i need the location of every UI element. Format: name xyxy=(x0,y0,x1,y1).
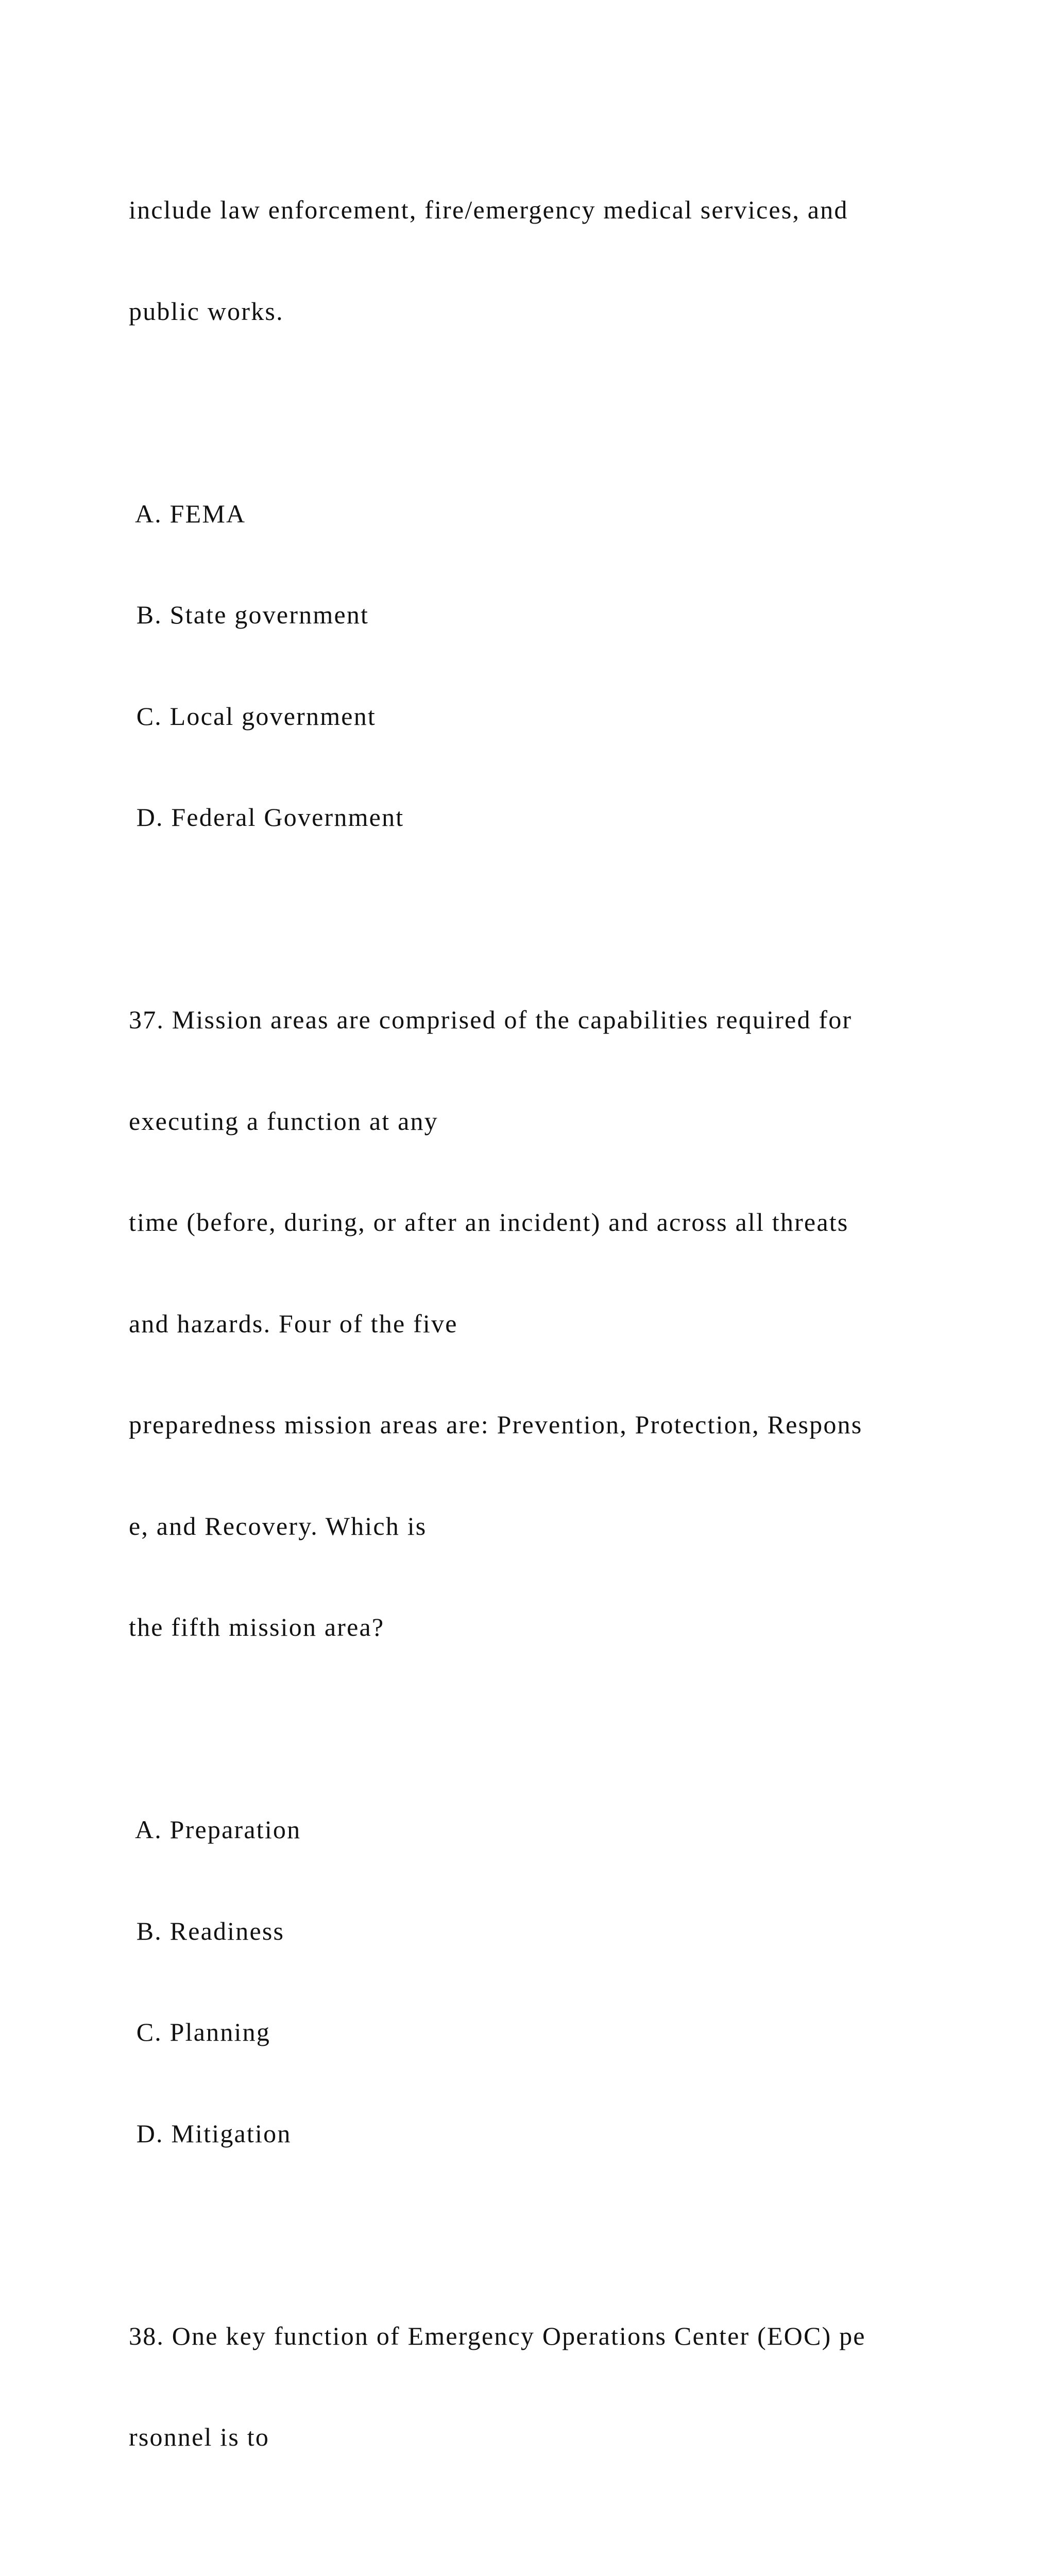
question-text: rsonnel is to xyxy=(129,2422,270,2451)
blank-line xyxy=(129,2522,932,2556)
blank-line xyxy=(129,902,932,936)
answer-option: D. Mitigation xyxy=(129,2119,292,2148)
question-text: the fifth mission area? xyxy=(129,1613,385,1641)
document-text xyxy=(129,126,932,2576)
answer-option: A. FEMA xyxy=(129,499,246,528)
answer-option: B. State government xyxy=(129,600,369,629)
answer-option: B. Readiness xyxy=(129,1916,285,1945)
text-line: include law enforcement, fire/emergency medical services, and xyxy=(129,195,848,224)
question-text: and hazards. Four of the five xyxy=(129,1309,458,1338)
question-text: preparedness mission areas are: Prevention, Protection, Respons xyxy=(129,1410,863,1439)
answer-option: D. Federal Government xyxy=(129,803,404,832)
answer-option: C. Local government xyxy=(129,701,376,731)
question-text: 37. Mission areas are comprised of the capabilities required for xyxy=(129,1005,853,1034)
answer-option: A. Preparation xyxy=(129,1815,301,1844)
answer-option: C. Planning xyxy=(129,2018,271,2046)
blank-line xyxy=(129,2218,932,2252)
question-text: time (before, during, or after an incident) and across all threats xyxy=(129,1208,849,1236)
question-text: 38. One key function of Emergency Operations Center (EOC) pe xyxy=(129,2321,866,2350)
question-text: e, and Recovery. Which is xyxy=(129,1511,427,1540)
question-text: executing a function at any xyxy=(129,1106,438,1136)
text-line: public works. xyxy=(129,296,284,326)
blank-line xyxy=(129,396,932,430)
blank-line xyxy=(129,1712,932,1746)
